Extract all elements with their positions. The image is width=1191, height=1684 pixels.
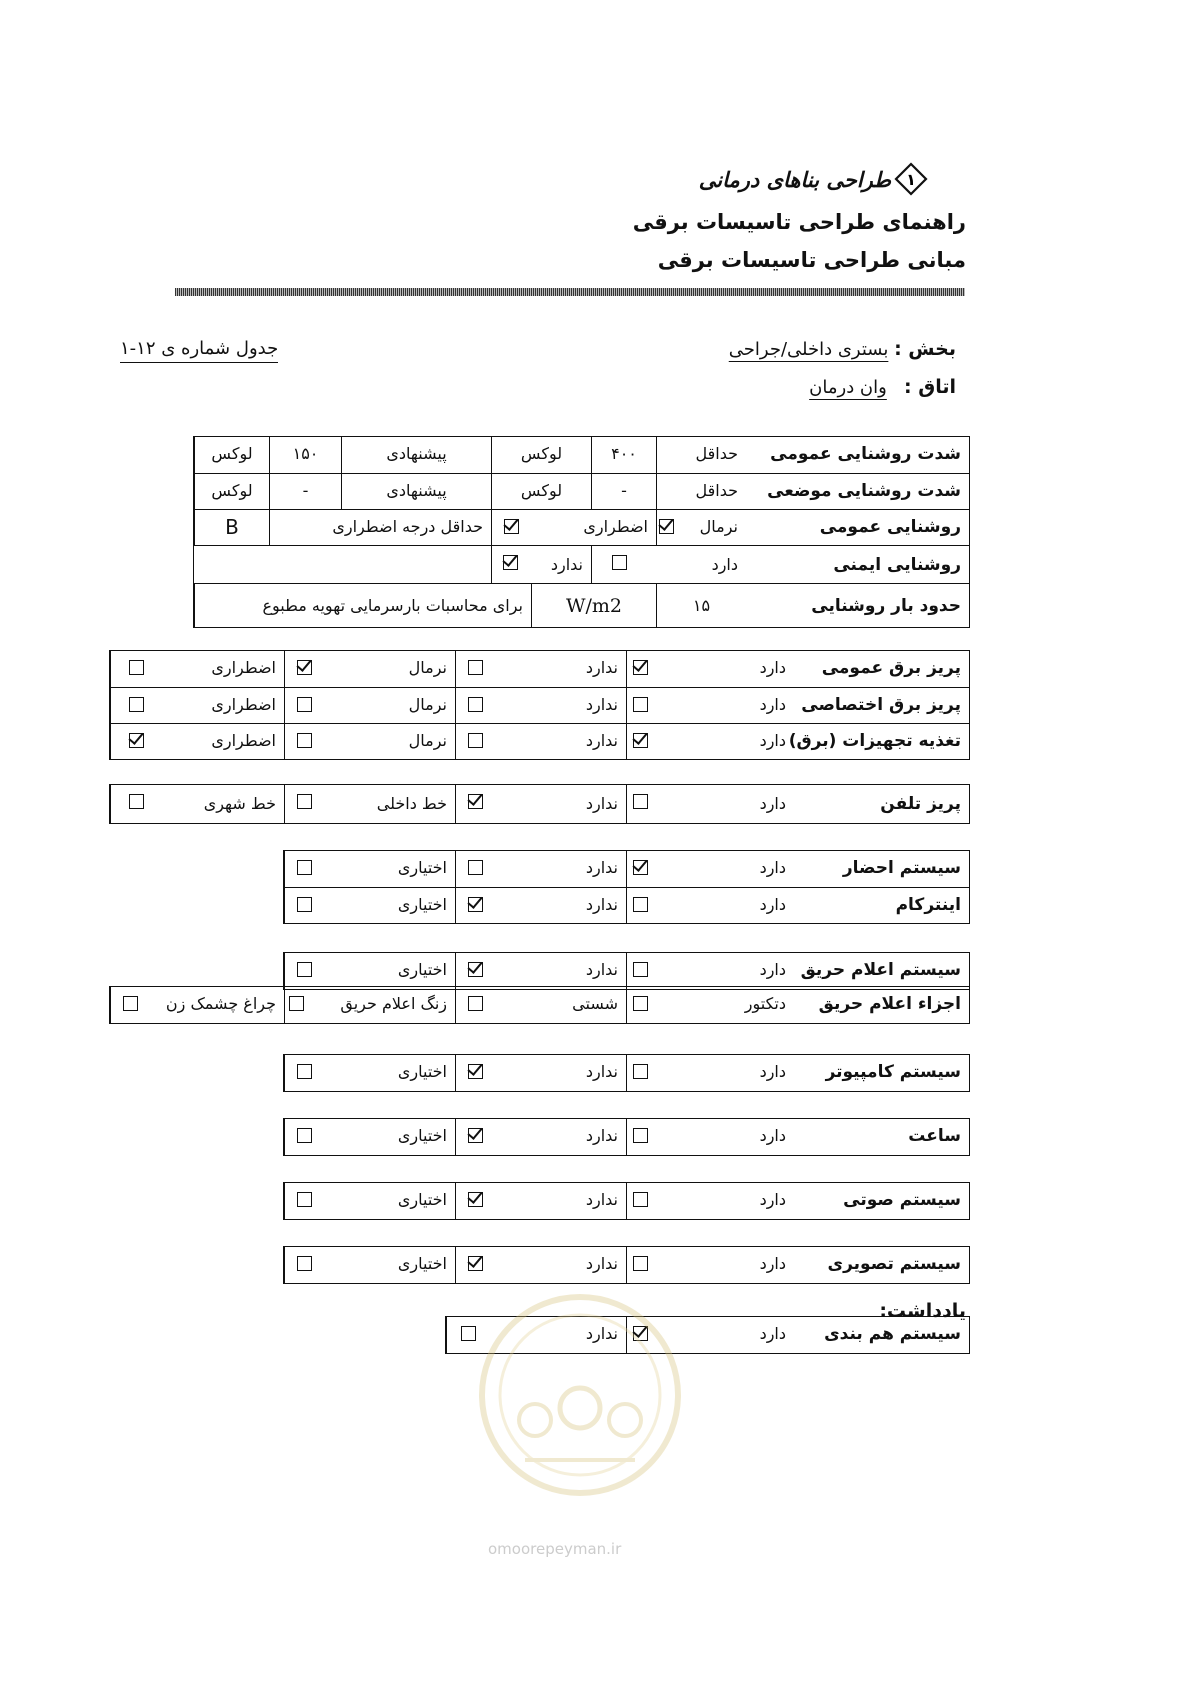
min-label: حداقل <box>656 437 746 473</box>
hasnot-option <box>455 1183 626 1219</box>
hasnot-label: ندارد <box>585 794 618 813</box>
general-lighting-label: روشنایی عمومی <box>819 517 961 537</box>
row-label <box>794 851 969 887</box>
has-option <box>626 1183 794 1219</box>
document-subtitle: راهنمای طراحی تاسیسات برقی <box>632 210 966 234</box>
alarm-bell-option <box>284 987 455 1023</box>
has-option <box>626 851 794 887</box>
optional-option <box>284 953 455 989</box>
phone-table <box>109 784 970 824</box>
department-label: بخش : <box>894 338 956 360</box>
optional-label: اختیاری <box>397 1126 447 1145</box>
label-label: سیستم صوتی <box>843 1190 961 1210</box>
hasnot-option <box>455 1055 626 1091</box>
hasnot-label: ندارد <box>585 1126 618 1145</box>
emergency-checkbox[interactable] <box>129 660 144 675</box>
has-label: دارد <box>759 960 786 979</box>
pull-station-label: شستی <box>572 994 618 1013</box>
label-label: سیستم تصویری <box>827 1254 961 1274</box>
has-label: دارد <box>759 895 786 914</box>
hasnot-label: ندارد <box>585 731 618 750</box>
hasnot-checkbox[interactable] <box>461 1326 476 1341</box>
row-label <box>794 1183 969 1219</box>
label-label: ساعت <box>908 1126 961 1146</box>
label-label: تغذیه تجهیزات (برق) <box>788 731 961 751</box>
table-row <box>110 687 969 724</box>
lighting-load-note: برای محاسبات بارسرمایی تهویه مطبوع <box>194 584 531 628</box>
normal-option <box>284 688 455 724</box>
table-row <box>110 785 969 823</box>
detector-label: دتکتور <box>744 994 786 1013</box>
city-line-checkbox[interactable] <box>129 794 144 809</box>
fire-alarm-system-table <box>283 952 970 990</box>
local-intensity-label: شدت روشنایی موضعی <box>767 481 961 501</box>
hasnot-label: ندارد <box>585 1062 618 1081</box>
bonding-system-label: سیستم هم بندی <box>824 1324 961 1344</box>
fire-alarm-system-label: سیستم اعلام حریق <box>800 960 961 980</box>
normal-checkbox[interactable] <box>297 733 312 748</box>
pull-station-checkbox[interactable] <box>468 996 483 1011</box>
watermark-url: omoorepeyman.ir <box>488 1540 622 1558</box>
internal-line-label: خط داخلی <box>376 794 447 813</box>
recommended-value: - <box>269 474 341 510</box>
city-line-label: خط شهری <box>203 794 276 813</box>
normal-label: نرمال <box>408 695 447 714</box>
system-table <box>283 1118 970 1156</box>
lighting-load-unit: W/m2 <box>531 584 656 628</box>
label-label: پریز برق عمومی <box>821 658 961 678</box>
fire-alarm-parts-label: اجزاء اعلام حریق <box>818 994 961 1014</box>
hasnot-checkbox[interactable] <box>468 697 483 712</box>
hasnot-option <box>455 888 626 924</box>
has-option <box>626 888 794 924</box>
hasnot-checkbox[interactable] <box>468 794 483 809</box>
has-option <box>626 1119 794 1155</box>
flashing-light-label: چراغ چشمک زن <box>165 994 276 1013</box>
has-checkbox[interactable] <box>633 1256 648 1271</box>
recommended-label: پیشنهادی <box>341 437 491 473</box>
safety-lighting-label: روشنایی ایمنی <box>833 555 961 575</box>
system-table <box>283 1182 970 1220</box>
has-option <box>626 651 794 687</box>
hasnot-checkbox[interactable] <box>468 897 483 912</box>
hasnot-label: ندارد <box>585 1254 618 1273</box>
call-system-table <box>283 850 970 924</box>
hasnot-checkbox[interactable] <box>468 1256 483 1271</box>
hasnot-checkbox[interactable] <box>468 962 483 977</box>
optional-label: اختیاری <box>397 858 447 877</box>
hasnot-label: ندارد <box>585 1190 618 1209</box>
emergency-label: اضطراری <box>211 658 276 677</box>
optional-label: اختیاری <box>397 1062 447 1081</box>
has-option <box>591 546 746 584</box>
optional-option <box>284 1055 455 1091</box>
has-option <box>626 1055 794 1091</box>
power-outlets-table <box>109 650 970 760</box>
hasnot-option <box>455 851 626 887</box>
hasnot-option <box>455 785 626 823</box>
unit-lux: لوکس <box>491 437 591 473</box>
optional-option <box>284 888 455 924</box>
hasnot-checkbox[interactable] <box>468 860 483 875</box>
fire-alarm-parts-table <box>109 986 970 1024</box>
row-label <box>794 651 969 687</box>
has-checkbox[interactable] <box>633 1128 648 1143</box>
hasnot-checkbox[interactable] <box>503 555 518 570</box>
emergency-option <box>110 651 284 687</box>
table-row <box>284 1247 969 1283</box>
phone-outlet-label: پریز تلفن <box>880 794 961 814</box>
hasnot-label: ندارد <box>585 658 618 677</box>
detector-option <box>626 987 794 1023</box>
has-checkbox[interactable] <box>633 962 648 977</box>
normal-checkbox[interactable] <box>659 519 674 534</box>
normal-option <box>284 651 455 687</box>
has-checkbox[interactable] <box>633 733 648 748</box>
watermark-logo-icon <box>475 1290 685 1500</box>
emergency-label: اضطراری <box>211 695 276 714</box>
hasnot-option <box>455 688 626 724</box>
room-line <box>809 376 956 398</box>
normal-option <box>656 510 746 546</box>
table-row <box>284 1183 969 1219</box>
document-section-title: مبانی طراحی تاسیسات برقی <box>657 248 966 272</box>
optional-label: اختیاری <box>397 960 447 979</box>
table-row <box>194 473 969 510</box>
has-option <box>626 688 794 724</box>
table-row <box>194 583 969 628</box>
normal-checkbox[interactable] <box>297 660 312 675</box>
has-label: دارد <box>759 1190 786 1209</box>
table-row <box>110 723 969 760</box>
table-number: جدول شماره ی ۱۲-۱ <box>120 338 278 363</box>
hasnot-option <box>455 953 626 989</box>
hasnot-option <box>491 546 591 584</box>
room-label: اتاق : <box>904 376 956 398</box>
optional-checkbox[interactable] <box>297 962 312 977</box>
row-label <box>794 688 969 724</box>
pull-station-option <box>455 987 626 1023</box>
hasnot-label: ندارد <box>550 555 583 574</box>
optional-checkbox[interactable] <box>297 897 312 912</box>
min-value: ۴۰۰ <box>591 437 656 473</box>
table-row <box>110 987 969 1023</box>
min-label: حداقل <box>656 474 746 510</box>
document-series-title: طراحی بناهای درمانی <box>698 168 891 192</box>
alarm-bell-checkbox[interactable] <box>289 996 304 1011</box>
table-row <box>284 887 969 924</box>
optional-checkbox[interactable] <box>297 1128 312 1143</box>
series-number: ۱ <box>906 170 916 189</box>
has-label: دارد <box>759 1254 786 1273</box>
has-option <box>626 724 794 760</box>
hasnot-option <box>455 651 626 687</box>
has-checkbox[interactable] <box>633 1192 648 1207</box>
internal-line-option <box>284 785 455 823</box>
row-label <box>794 1247 969 1283</box>
hasnot-label: ندارد <box>585 895 618 914</box>
flashing-light-checkbox[interactable] <box>123 996 138 1011</box>
emergency-label: اضطراری <box>211 731 276 750</box>
emergency-checkbox[interactable] <box>129 697 144 712</box>
normal-option <box>284 724 455 760</box>
has-option <box>626 1247 794 1283</box>
department-line <box>729 338 956 360</box>
has-label: دارد <box>759 1062 786 1081</box>
normal-label: نرمال <box>408 658 447 677</box>
hasnot-label: ندارد <box>585 858 618 877</box>
has-checkbox[interactable] <box>633 1064 648 1079</box>
optional-checkbox[interactable] <box>297 1192 312 1207</box>
hasnot-checkbox[interactable] <box>468 733 483 748</box>
has-label: دارد <box>759 858 786 877</box>
hasnot-checkbox[interactable] <box>468 1128 483 1143</box>
has-label: دارد <box>759 658 786 677</box>
notes-label: یادداشت: <box>879 1300 966 1322</box>
hasnot-checkbox[interactable] <box>468 660 483 675</box>
optional-label: اختیاری <box>397 895 447 914</box>
has-label: دارد <box>711 555 738 574</box>
system-table <box>283 1054 970 1092</box>
lighting-load-label: حدود بار روشنایی <box>811 596 961 616</box>
unit-lux: لوکس <box>491 474 591 510</box>
has-label: دارد <box>759 695 786 714</box>
table-row <box>284 953 969 989</box>
has-checkbox[interactable] <box>633 794 648 809</box>
normal-checkbox[interactable] <box>297 697 312 712</box>
label-label: پریز برق اختصاصی <box>801 695 961 715</box>
has-label: دارد <box>759 1324 786 1343</box>
has-option <box>626 785 794 823</box>
department-value: بستری داخلی/جراحی <box>728 339 889 360</box>
table-row <box>194 437 969 473</box>
has-checkbox[interactable] <box>633 897 648 912</box>
emergency-grade-value: B <box>194 510 269 546</box>
flashing-light-option <box>110 987 284 1023</box>
emergency-option <box>491 510 656 546</box>
table-row <box>194 545 969 584</box>
row-label <box>794 888 969 924</box>
emergency-checkbox[interactable] <box>504 519 519 534</box>
emergency-checkbox[interactable] <box>129 733 144 748</box>
hasnot-option <box>455 724 626 760</box>
internal-line-checkbox[interactable] <box>297 794 312 809</box>
row-label <box>794 1119 969 1155</box>
general-intensity-label: شدت روشنایی عمومی <box>770 444 961 464</box>
emergency-option <box>110 688 284 724</box>
hasnot-label: ندارد <box>585 960 618 979</box>
optional-label: اختیاری <box>397 1254 447 1273</box>
normal-label: نرمال <box>408 731 447 750</box>
row-label <box>788 724 969 760</box>
label-label: سیستم کامپیوتر <box>825 1062 961 1082</box>
recommended-value: ۱۵۰ <box>269 437 341 473</box>
has-checkbox[interactable] <box>612 555 627 570</box>
optional-option <box>284 851 455 887</box>
label-label: اینترکام <box>895 895 961 915</box>
hasnot-label: ندارد <box>585 695 618 714</box>
table-row <box>284 1055 969 1091</box>
min-value: - <box>591 474 656 510</box>
has-checkbox[interactable] <box>633 860 648 875</box>
room-value: وان درمان <box>809 377 887 398</box>
has-checkbox[interactable] <box>633 697 648 712</box>
has-label: دارد <box>759 794 786 813</box>
has-label: دارد <box>759 1126 786 1145</box>
hasnot-checkbox[interactable] <box>468 1064 483 1079</box>
table-row <box>284 1119 969 1155</box>
hasnot-option <box>455 1247 626 1283</box>
emergency-label: اضطراری <box>583 517 648 536</box>
unit-lux: لوکس <box>194 437 269 473</box>
system-table <box>283 1246 970 1284</box>
recommended-label: پیشنهادی <box>341 474 491 510</box>
optional-checkbox[interactable] <box>297 1064 312 1079</box>
unit-lux: لوکس <box>194 474 269 510</box>
table-row <box>284 851 969 887</box>
table-row <box>110 651 969 687</box>
header-divider <box>175 288 965 296</box>
optional-option <box>284 1119 455 1155</box>
has-label: دارد <box>759 731 786 750</box>
normal-label: نرمال <box>699 517 738 536</box>
alarm-bell-label: زنگ اعلام حریق <box>340 994 447 1013</box>
detector-checkbox[interactable] <box>633 996 648 1011</box>
optional-option <box>284 1183 455 1219</box>
lighting-table <box>193 436 970 628</box>
hasnot-label: ندارد <box>585 1324 618 1343</box>
emergency-option <box>110 724 284 760</box>
city-line-option <box>110 785 284 823</box>
series-number-diamond-icon <box>894 162 928 196</box>
row-label <box>794 1055 969 1091</box>
hasnot-checkbox[interactable] <box>468 1192 483 1207</box>
optional-checkbox[interactable] <box>297 860 312 875</box>
has-option <box>626 953 794 989</box>
hasnot-option <box>455 1119 626 1155</box>
has-checkbox[interactable] <box>633 660 648 675</box>
label-label: سیستم احضار <box>842 858 961 878</box>
optional-label: اختیاری <box>397 1190 447 1209</box>
table-row <box>194 509 969 546</box>
lighting-load-value: ۱۵ <box>656 584 746 628</box>
optional-checkbox[interactable] <box>297 1256 312 1271</box>
optional-option <box>284 1247 455 1283</box>
min-emergency-grade-label: حداقل درجه اضطراری <box>269 510 491 546</box>
